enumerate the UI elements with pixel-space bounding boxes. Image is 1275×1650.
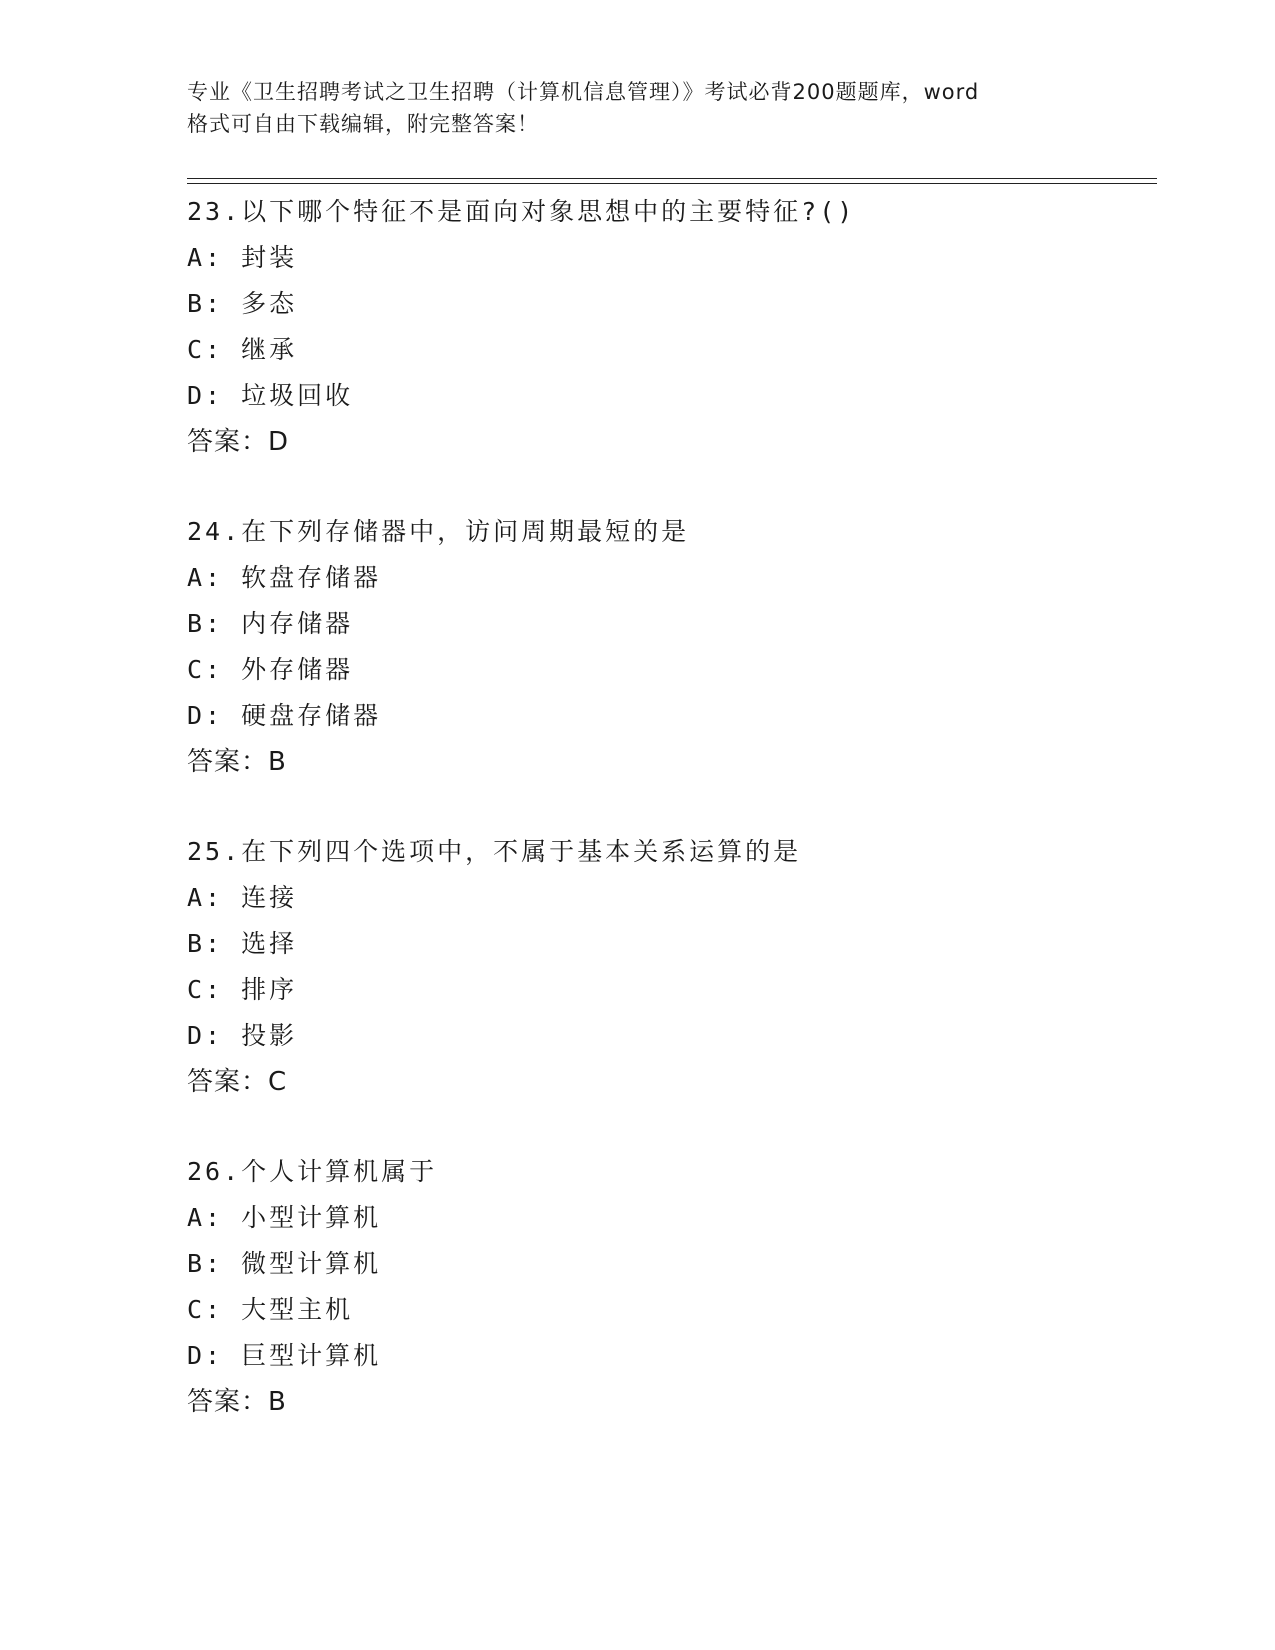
option-a: A: 小型计算机 <box>187 1203 382 1232</box>
option-d: D: 硬盘存储器 <box>187 701 382 730</box>
question-stem: 24.在下列存储器中，访问周期最短的是 <box>187 517 690 546</box>
option-d: D: 巨型计算机 <box>187 1341 382 1370</box>
question-stem: 23.以下哪个特征不是面向对象思想中的主要特征?() <box>187 197 856 226</box>
option-b: B: 微型计算机 <box>187 1249 382 1278</box>
option-b: B: 多态 <box>187 289 298 318</box>
option-c: C: 排序 <box>187 975 298 1004</box>
header-line-2: 格式可自由下载编辑，附完整答案！ <box>187 112 539 136</box>
header-divider-top <box>187 178 1157 179</box>
question-stem: 26.个人计算机属于 <box>187 1157 438 1186</box>
question-26 <box>187 1149 1157 1425</box>
question-23 <box>187 189 1157 465</box>
question-24 <box>187 509 1157 785</box>
option-a: A: 连接 <box>187 883 298 912</box>
question-25 <box>187 829 1157 1105</box>
option-c: C: 外存储器 <box>187 655 354 684</box>
option-d: D: 垃圾回收 <box>187 381 354 410</box>
option-b: B: 内存储器 <box>187 609 354 638</box>
header-line-1: 专业《卫生招聘考试之卫生招聘（计算机信息管理）》考试必背200题题库，word <box>187 80 980 104</box>
answer-text: 答案：D <box>187 427 290 457</box>
option-c: C: 继承 <box>187 335 298 364</box>
option-c: C: 大型主机 <box>187 1295 354 1324</box>
answer-text: 答案：B <box>187 1387 287 1417</box>
option-d: D: 投影 <box>187 1021 298 1050</box>
header-divider-bottom <box>187 183 1157 184</box>
answer-text: 答案：B <box>187 747 287 777</box>
document-header <box>187 76 1087 140</box>
option-a: A: 软盘存储器 <box>187 563 382 592</box>
answer-text: 答案：C <box>187 1067 288 1097</box>
option-a: A: 封装 <box>187 243 298 272</box>
question-stem: 25.在下列四个选项中，不属于基本关系运算的是 <box>187 837 802 866</box>
option-b: B: 选择 <box>187 929 298 958</box>
